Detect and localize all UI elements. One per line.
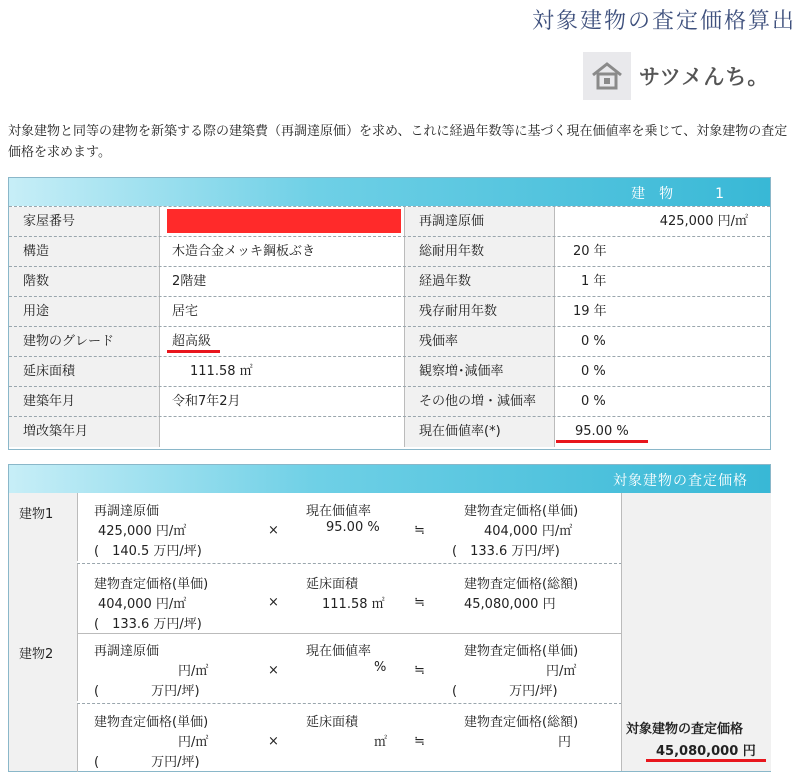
- grade-underline: [167, 350, 220, 353]
- calc-heading: 建物査定価格(総額): [464, 577, 579, 592]
- value-floors: 2階建: [159, 267, 404, 297]
- value-usage: 居宅: [159, 297, 404, 327]
- label-observed-rate: 観察増･減価率: [404, 357, 554, 387]
- calc-value: 111.58 ㎡: [322, 597, 385, 612]
- label-present-value-rate: 現在価値率(*): [404, 417, 554, 447]
- building2-calc-line1: [77, 633, 622, 701]
- approx-symbol: ≒: [414, 595, 425, 610]
- label-built-date: 建築年月: [9, 387, 159, 417]
- multiply-symbol: ×: [268, 734, 279, 749]
- calc-heading: 建物査定価格(単価): [94, 715, 209, 730]
- calc-value: 425,000 円/㎡: [98, 524, 187, 539]
- value-structure: 木造合金メッキ鋼板ぶき: [159, 237, 404, 267]
- assessment-table-header: [9, 465, 770, 493]
- multiply-symbol: ×: [268, 523, 279, 538]
- calc-sub: ( 140.5 万円/坪): [94, 544, 202, 559]
- table-row: [9, 236, 770, 267]
- table-row: [9, 386, 770, 417]
- calc-value: %: [374, 660, 387, 675]
- calc-value: 円/㎡: [178, 664, 209, 679]
- calc-heading: 再調達原価: [94, 504, 160, 519]
- calc-heading: 建物査定価格(単価): [464, 644, 579, 659]
- label-floors: 階数: [9, 267, 159, 297]
- calc-sub: ( 万円/坪): [452, 684, 558, 699]
- calc-heading: 延床面積: [306, 577, 359, 592]
- value-built-date: 令和7年2月: [159, 387, 404, 417]
- label-renovation-date: 増改築年月: [9, 417, 159, 447]
- calc-sub: ( 万円/坪): [94, 684, 200, 699]
- present-rate-underline: [556, 440, 648, 443]
- calc-heading: 延床面積: [306, 715, 359, 730]
- calc-value: 404,000 円/㎡: [98, 597, 187, 612]
- total-column: [621, 493, 771, 771]
- building-table-heading: 建物 1: [631, 186, 738, 202]
- calc-value: 円/㎡: [178, 735, 209, 750]
- intro-text: 対象建物と同等の建物を新築する際の建築費（再調達原価）を求め、これに経過年数等に基づく現在価値率を乗じて、対象建物の査定価格を求めます。: [8, 124, 788, 160]
- label-elapsed-years: 経過年数: [404, 267, 554, 297]
- label-replacement-cost: 再調達原価: [404, 207, 554, 237]
- building1-calc-line2: [77, 563, 622, 634]
- label-other-rate: その他の増・減価率: [404, 387, 554, 417]
- calc-heading: 現在価値率: [306, 504, 372, 519]
- label-residual-rate: 残価率: [404, 327, 554, 357]
- table-row: [9, 416, 770, 447]
- logo-text: サツメんち。: [639, 65, 770, 89]
- page-title: 対象建物の査定価格算出: [531, 9, 796, 34]
- value-floor-area: 111.58 ㎡: [159, 357, 404, 387]
- calc-value: 円/㎡: [546, 664, 577, 679]
- value-elapsed-years: 1 年: [554, 267, 770, 297]
- value-grade: 超高級: [159, 327, 404, 357]
- building-table-header: [9, 178, 770, 206]
- approx-symbol: ≒: [414, 663, 425, 678]
- calc-value: 45,080,000 円: [464, 597, 556, 612]
- house-icon: [583, 52, 631, 100]
- calc-heading: 現在価値率: [306, 644, 372, 659]
- value-other-rate: 0 %: [554, 387, 770, 417]
- label-remaining-lifespan: 残存耐用年数: [404, 297, 554, 327]
- value-remaining-lifespan: 19 年: [554, 297, 770, 327]
- calc-heading: 建物査定価格(単価): [94, 577, 209, 592]
- total-label: 対象建物の査定価格: [626, 722, 744, 737]
- value-present-value-rate: 95.00 %: [554, 417, 770, 447]
- calc-value: 404,000 円/㎡: [484, 524, 573, 539]
- building2-label: 建物2: [9, 633, 77, 771]
- label-house-number: 家屋番号: [9, 207, 159, 237]
- calc-sub: ( 133.6 万円/坪): [94, 617, 202, 632]
- calc-heading: 再調達原価: [94, 644, 160, 659]
- multiply-symbol: ×: [268, 663, 279, 678]
- approx-symbol: ≒: [414, 734, 425, 749]
- building-table: [8, 177, 771, 450]
- value-total-lifespan: 20 年: [554, 237, 770, 267]
- value-residual-rate: 0 %: [554, 327, 770, 357]
- multiply-symbol: ×: [268, 595, 279, 610]
- total-value: 45,080,000 円: [656, 744, 756, 759]
- building1-calc-line1: [77, 493, 622, 561]
- calc-value: 円: [558, 735, 572, 750]
- label-structure: 構造: [9, 237, 159, 267]
- assessment-table: [8, 464, 771, 772]
- table-row: [9, 296, 770, 327]
- calc-sub: ( 万円/坪): [94, 755, 200, 770]
- assessment-table-heading: 対象建物の査定価格: [613, 473, 748, 489]
- building2-calc-line2: [77, 703, 622, 772]
- logo: [583, 52, 769, 100]
- label-grade: 建物のグレード: [9, 327, 159, 357]
- label-usage: 用途: [9, 297, 159, 327]
- calc-heading: 建物査定価格(総額): [464, 715, 579, 730]
- table-row: [9, 356, 770, 387]
- table-row: [9, 326, 770, 357]
- redaction-mark: [167, 209, 401, 233]
- label-total-lifespan: 総耐用年数: [404, 237, 554, 267]
- total-underline: [646, 759, 766, 762]
- building1-label: 建物1: [9, 493, 77, 633]
- calc-heading: 建物査定価格(単価): [464, 504, 579, 519]
- label-floor-area: 延床面積: [9, 357, 159, 387]
- calc-value: ㎡: [374, 735, 388, 750]
- calc-value: 95.00 %: [326, 520, 380, 535]
- table-row: [9, 266, 770, 297]
- value-observed-rate: 0 %: [554, 357, 770, 387]
- approx-symbol: ≒: [414, 523, 425, 538]
- value-replacement-cost: 425,000 円/㎡: [554, 207, 770, 237]
- value-renovation-date: [159, 417, 404, 447]
- calc-sub: ( 133.6 万円/坪): [452, 544, 560, 559]
